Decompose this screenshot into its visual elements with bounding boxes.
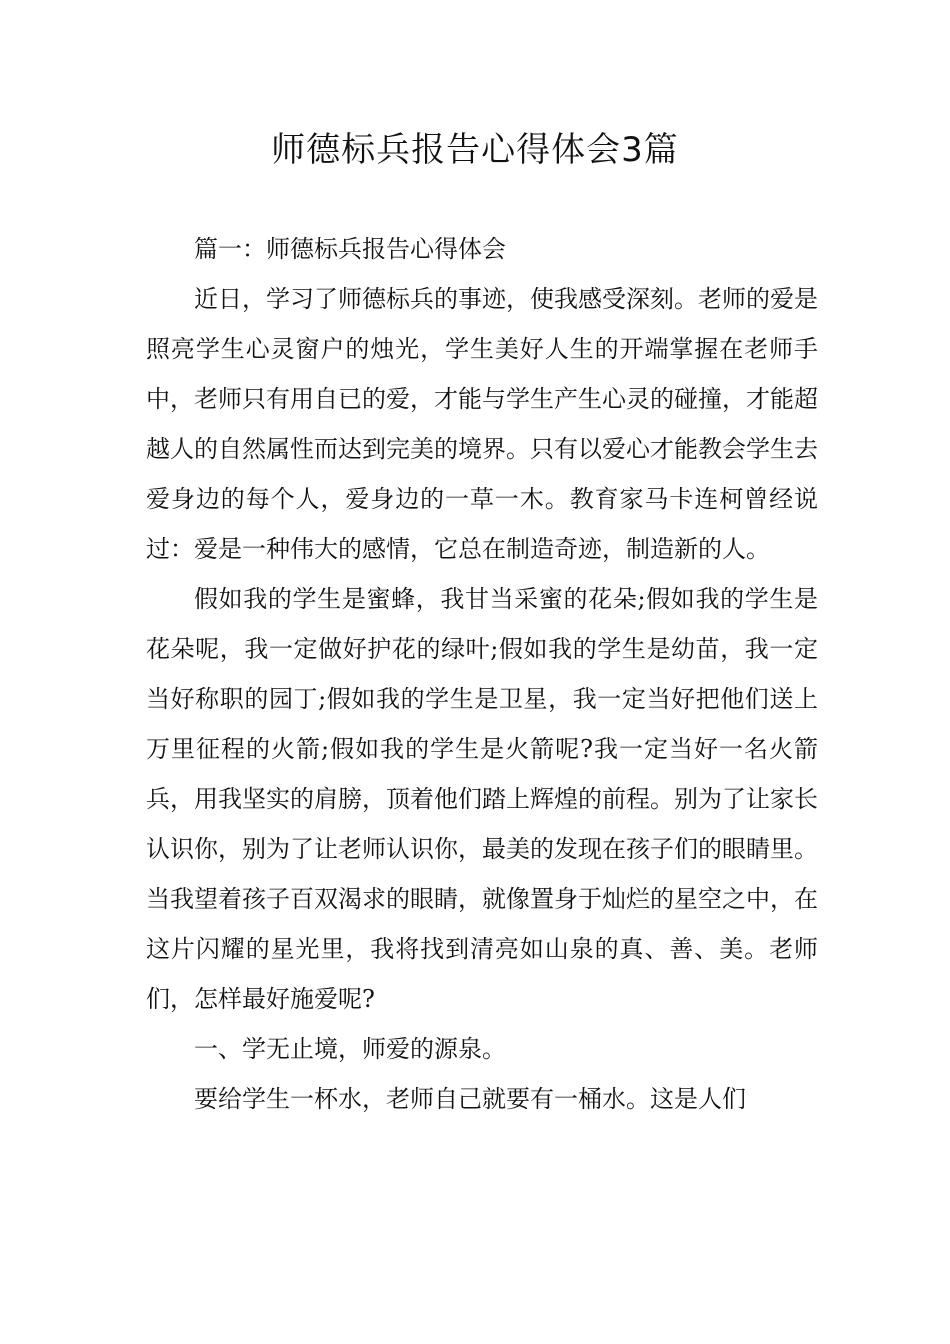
section-heading: 篇一：师德标兵报告心得体会 [194,235,506,263]
paragraph-metaphors: 假如我的学生是蜜蜂，我甘当采蜜的花朵;假如我的学生是花朵呢，我一定做好护花的绿叶;假如我的学生是幼苗，我一定当好称职的园丁;假如我的学生是卫星，我一定当好把他们送上万里征程的火箭;假如我的学生是火箭呢?我一定当好一名火箭兵，用我坚实的肩膀，顶着他们踏上辉煌的前程。别为了让家长认识你，别为了让老师认识你，最美的发现在孩子们的眼睛里。当我望着孩子百双渴求的眼睛，就像置身于灿烂的星空之中，在这片闪耀的星光里，我将找到清亮如山泉的真、善、美。老师们，怎样最好施爱呢? [146,585,818,1013]
subheading-learning: 一、学无止境，师爱的源泉。 [194,1035,506,1063]
document-title: 师德标兵报告心得体会3篇 [271,130,679,170]
paragraph-water: 要给学生一杯水，老师自己就要有一桶水。这是人们 [194,1085,746,1113]
paragraph-intro: 近日，学习了师德标兵的事迹，使我感受深刻。老师的爱是照亮学生心灵窗户的烛光，学生美好人生的开端掌握在老师手中，老师只有用自已的爱，才能与学生产生心灵的碰撞，才能超越人的自然属性而达到完美的境界。只有以爱心才能教会学生去爱身边的每个人，爱身边的一草一木。教育家马卡连柯曾经说过：爱是一种伟大的感情，它总在制造奇迹，制造新的人。 [146,285,818,563]
document-body [146,224,818,1124]
